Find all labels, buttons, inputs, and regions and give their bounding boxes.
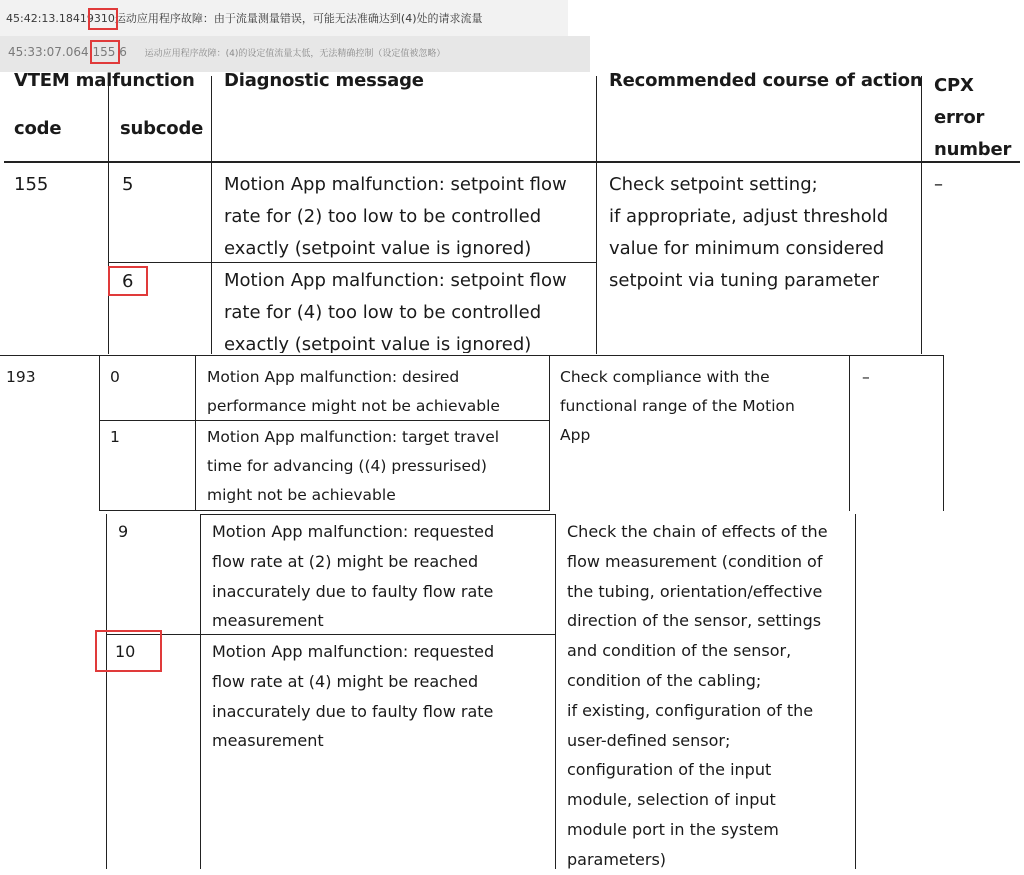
code-cell: 155: [14, 174, 49, 195]
subcode-cell: 5: [122, 174, 134, 195]
subcode-cell: 0: [110, 368, 120, 386]
recommended-action: Check the chain of effects of the flow measurement (condition of the tubing, orientation/effective direction of the sensor, settings and condition of the sensor, condition of the cabling; if existing, configuration of the user-defined sensor; configuration of the input module, selection of input module port in the system parameters): [567, 522, 828, 869]
header-subcode: subcode: [120, 118, 204, 139]
log-time: 45:42:13.184: [6, 12, 80, 25]
header-vtem-malfunction: VTEM malfunction: [14, 70, 195, 91]
log-subcode: 6: [119, 45, 127, 59]
highlight-box: [90, 40, 120, 64]
header-cpx-error-number: CPX error number: [934, 75, 1012, 160]
log-line-1-text: [6, 10, 483, 26]
diagnostic-message: Motion App malfunction: requested flow rate at (2) might be reached inaccurately due to faulty flow rate measurement: [212, 522, 495, 631]
diagnostic-message: Motion App malfunction: desired performance might not be achievable: [207, 368, 500, 415]
subcode-cell: 10: [115, 642, 136, 661]
diagnostic-message: Motion App malfunction: requested flow rate at (4) might be reached inaccurately due to faulty flow rate measurement: [212, 642, 495, 751]
header-code: code: [14, 118, 62, 139]
log-line-2: [0, 36, 590, 72]
log-line-1: [0, 0, 568, 36]
code-cell: 193: [6, 368, 36, 386]
log-code: 155: [92, 45, 116, 59]
log-message: 运动应用程序故障：(4)的设定值流量太低，无法精确控制（设定值被忽略）: [144, 49, 446, 59]
diagnostic-message: Motion App malfunction: target travel time for advancing ((4) pressurised) might not be achievable: [207, 428, 500, 504]
log-time: 45:33:07.064: [8, 45, 89, 59]
log-message: 运动应用程序故障：由于流量测量错误，可能无法准确达到(4)处的请求流量: [114, 12, 483, 25]
log-code: 193: [79, 12, 101, 25]
subcode-cell: 9: [118, 522, 129, 541]
highlight-box: [88, 8, 118, 30]
header-diagnostic-message: Diagnostic message: [224, 70, 424, 91]
log-subcode: 10: [100, 12, 115, 25]
recommended-action: Check setpoint setting; if appropriate, adjust threshold value for minimum considered setpoint via tuning parameter: [609, 174, 889, 291]
cpx-error-number: –: [862, 368, 870, 386]
subcode-cell: 6: [122, 271, 134, 292]
highlight-box: [108, 266, 148, 296]
highlight-box: [95, 630, 162, 672]
header-recommended-action: Recommended course of action: [609, 70, 923, 91]
diagnostic-message: Motion App malfunction: setpoint flow rate for (2) too low to be controlled exactly (setpoint value is ignored): [224, 174, 567, 259]
log-line-2-text: [8, 45, 445, 59]
subcode-cell: 1: [110, 428, 120, 446]
cpx-error-number: –: [934, 174, 943, 195]
diagnostic-message: Motion App malfunction: setpoint flow rate for (4) too low to be controlled exactly (setpoint value is ignored): [224, 270, 567, 353]
recommended-action: Check compliance with the functional range of the Motion App: [560, 368, 795, 444]
